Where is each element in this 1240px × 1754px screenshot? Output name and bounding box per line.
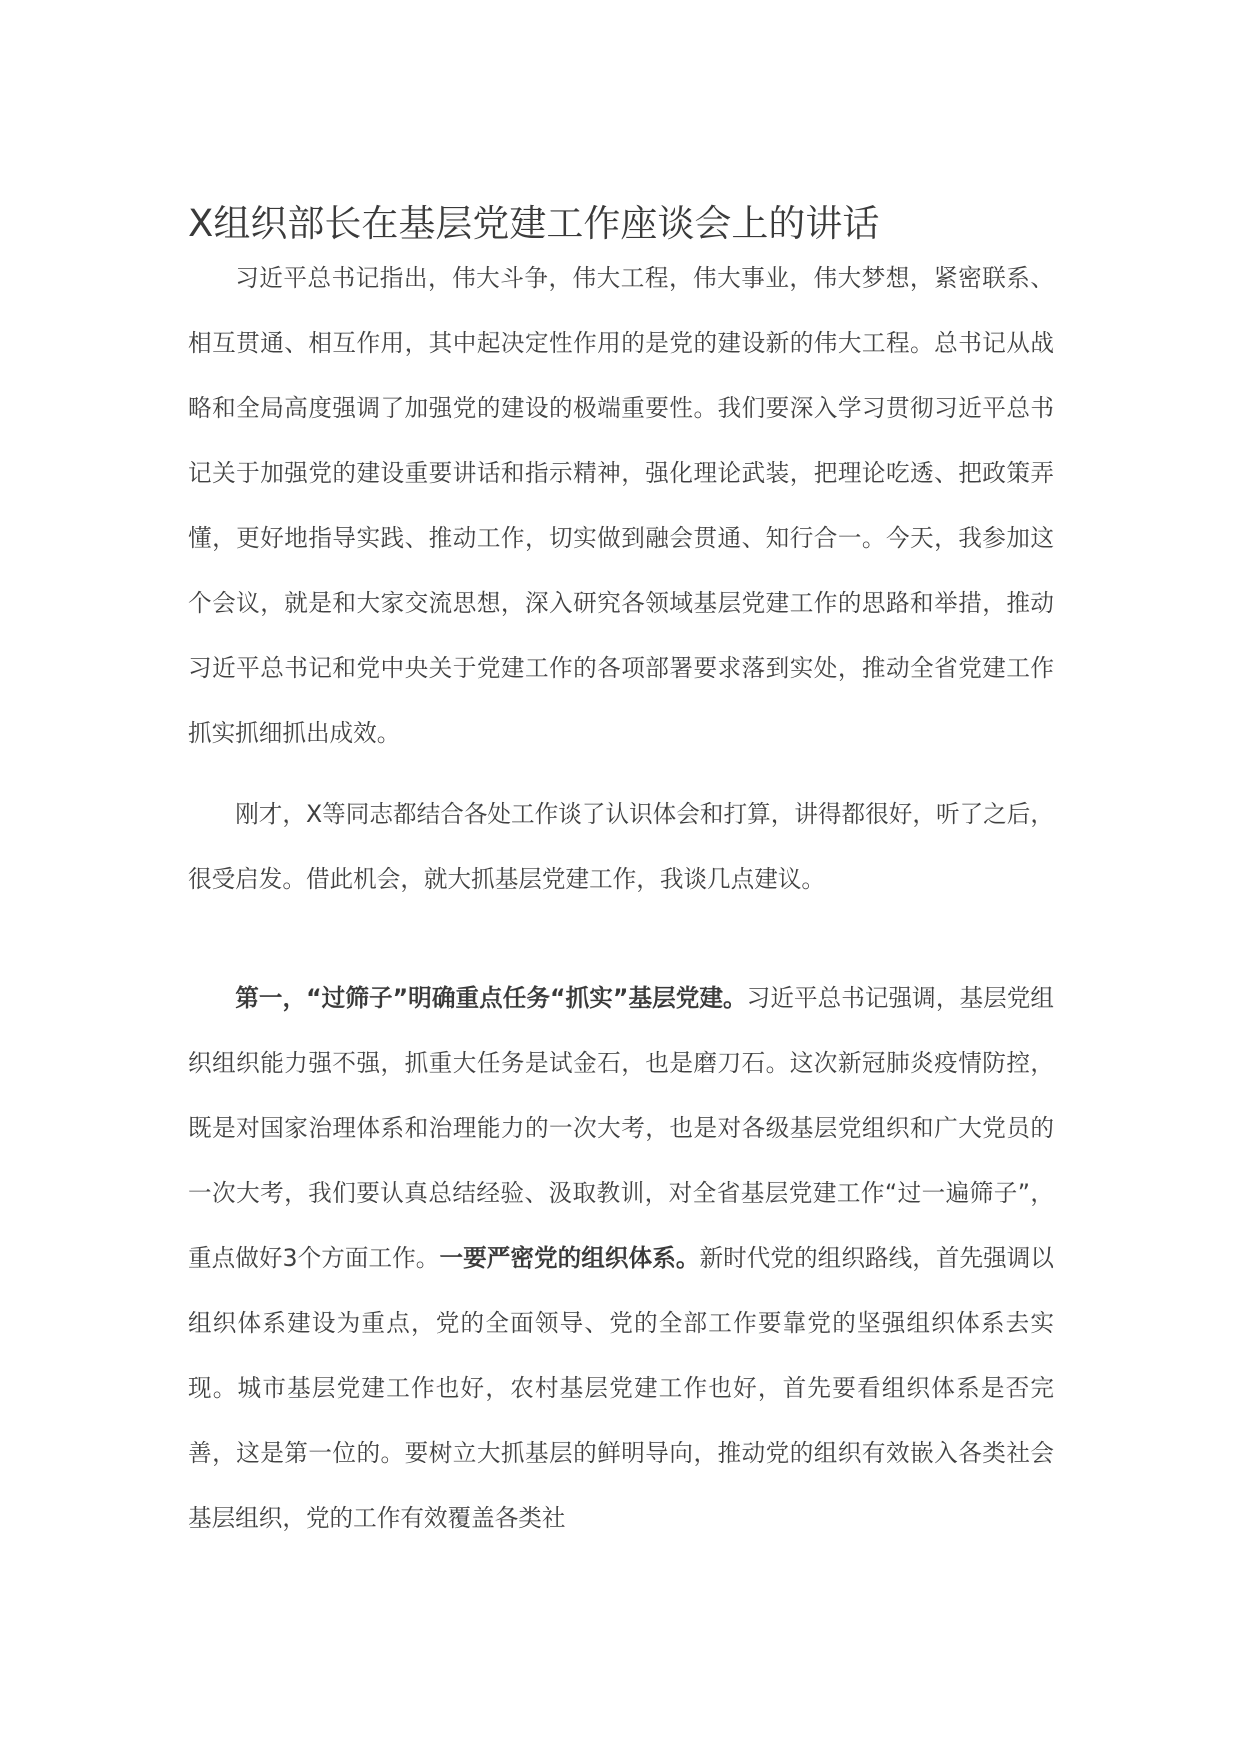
point-one-body: 习近平总书记强调，基层党组织组织能力强不强，抓重大任务是试金石，也是磨刀石。这次新冠肺炎疫情防控，既是对国家治理体系和治理能力的一次大考，也是对各级基层党组织和广大党员的一次大考，我们要认真总结经验、汲取教训，对全省基层党建工作“过一遍筛子”，重点做好3个方面工作。: [188, 984, 1055, 1272]
paragraph-intro: 习近平总书记指出，伟大斗争，伟大工程，伟大事业，伟大梦想，紧密联系、相互贯通、相互作用，其中起决定性作用的是党的建设新的伟大工程。总书记从战略和全局高度强调了加强党的建设的极端重要性。我们要深入学习贯彻习近平总书记关于加强党的建设重要讲话和指示精神，强化理论武装，把理论吃透、把政策弄懂，更好地指导实践、推动工作，切实做到融会贯通、知行合一。今天，我参加这个会议，就是和大家交流思想，深入研究各领域基层党建工作的思路和举措，推动习近平总书记和党中央关于党建工作的各项部署要求落到实处，推动全省党建工作抓实抓细抓出成效。: [188, 264, 1054, 747]
point-one-subheading: 一要严密党的组织体系。: [439, 1244, 700, 1272]
point-one-heading: 第一，“过筛子”明确重点任务“抓实”基层党建。: [235, 984, 747, 1012]
paragraph-response: 刚才，X等同志都结合各处工作谈了认识体会和打算，讲得都很好，听了之后，很受启发。借此机会，就大抓基层党建工作，我谈几点建议。: [188, 800, 1054, 893]
document-title: X组织部长在基层党建工作座谈会上的讲话: [188, 202, 880, 245]
point-one-body-continued: 新时代党的组织路线，首先强调以组织体系建设为重点，党的全面领导、党的全部工作要靠党的坚强组织体系去实现。城市基层党建工作也好，农村基层党建工作也好，首先要看组织体系是否完善，这是第一位的。要树立大抓基层的鲜明导向，推动党的组织有效嵌入各类社会基层组织，党的工作有效覆盖各类社: [188, 1244, 1055, 1532]
paragraph-point-one: [188, 966, 1054, 1551]
